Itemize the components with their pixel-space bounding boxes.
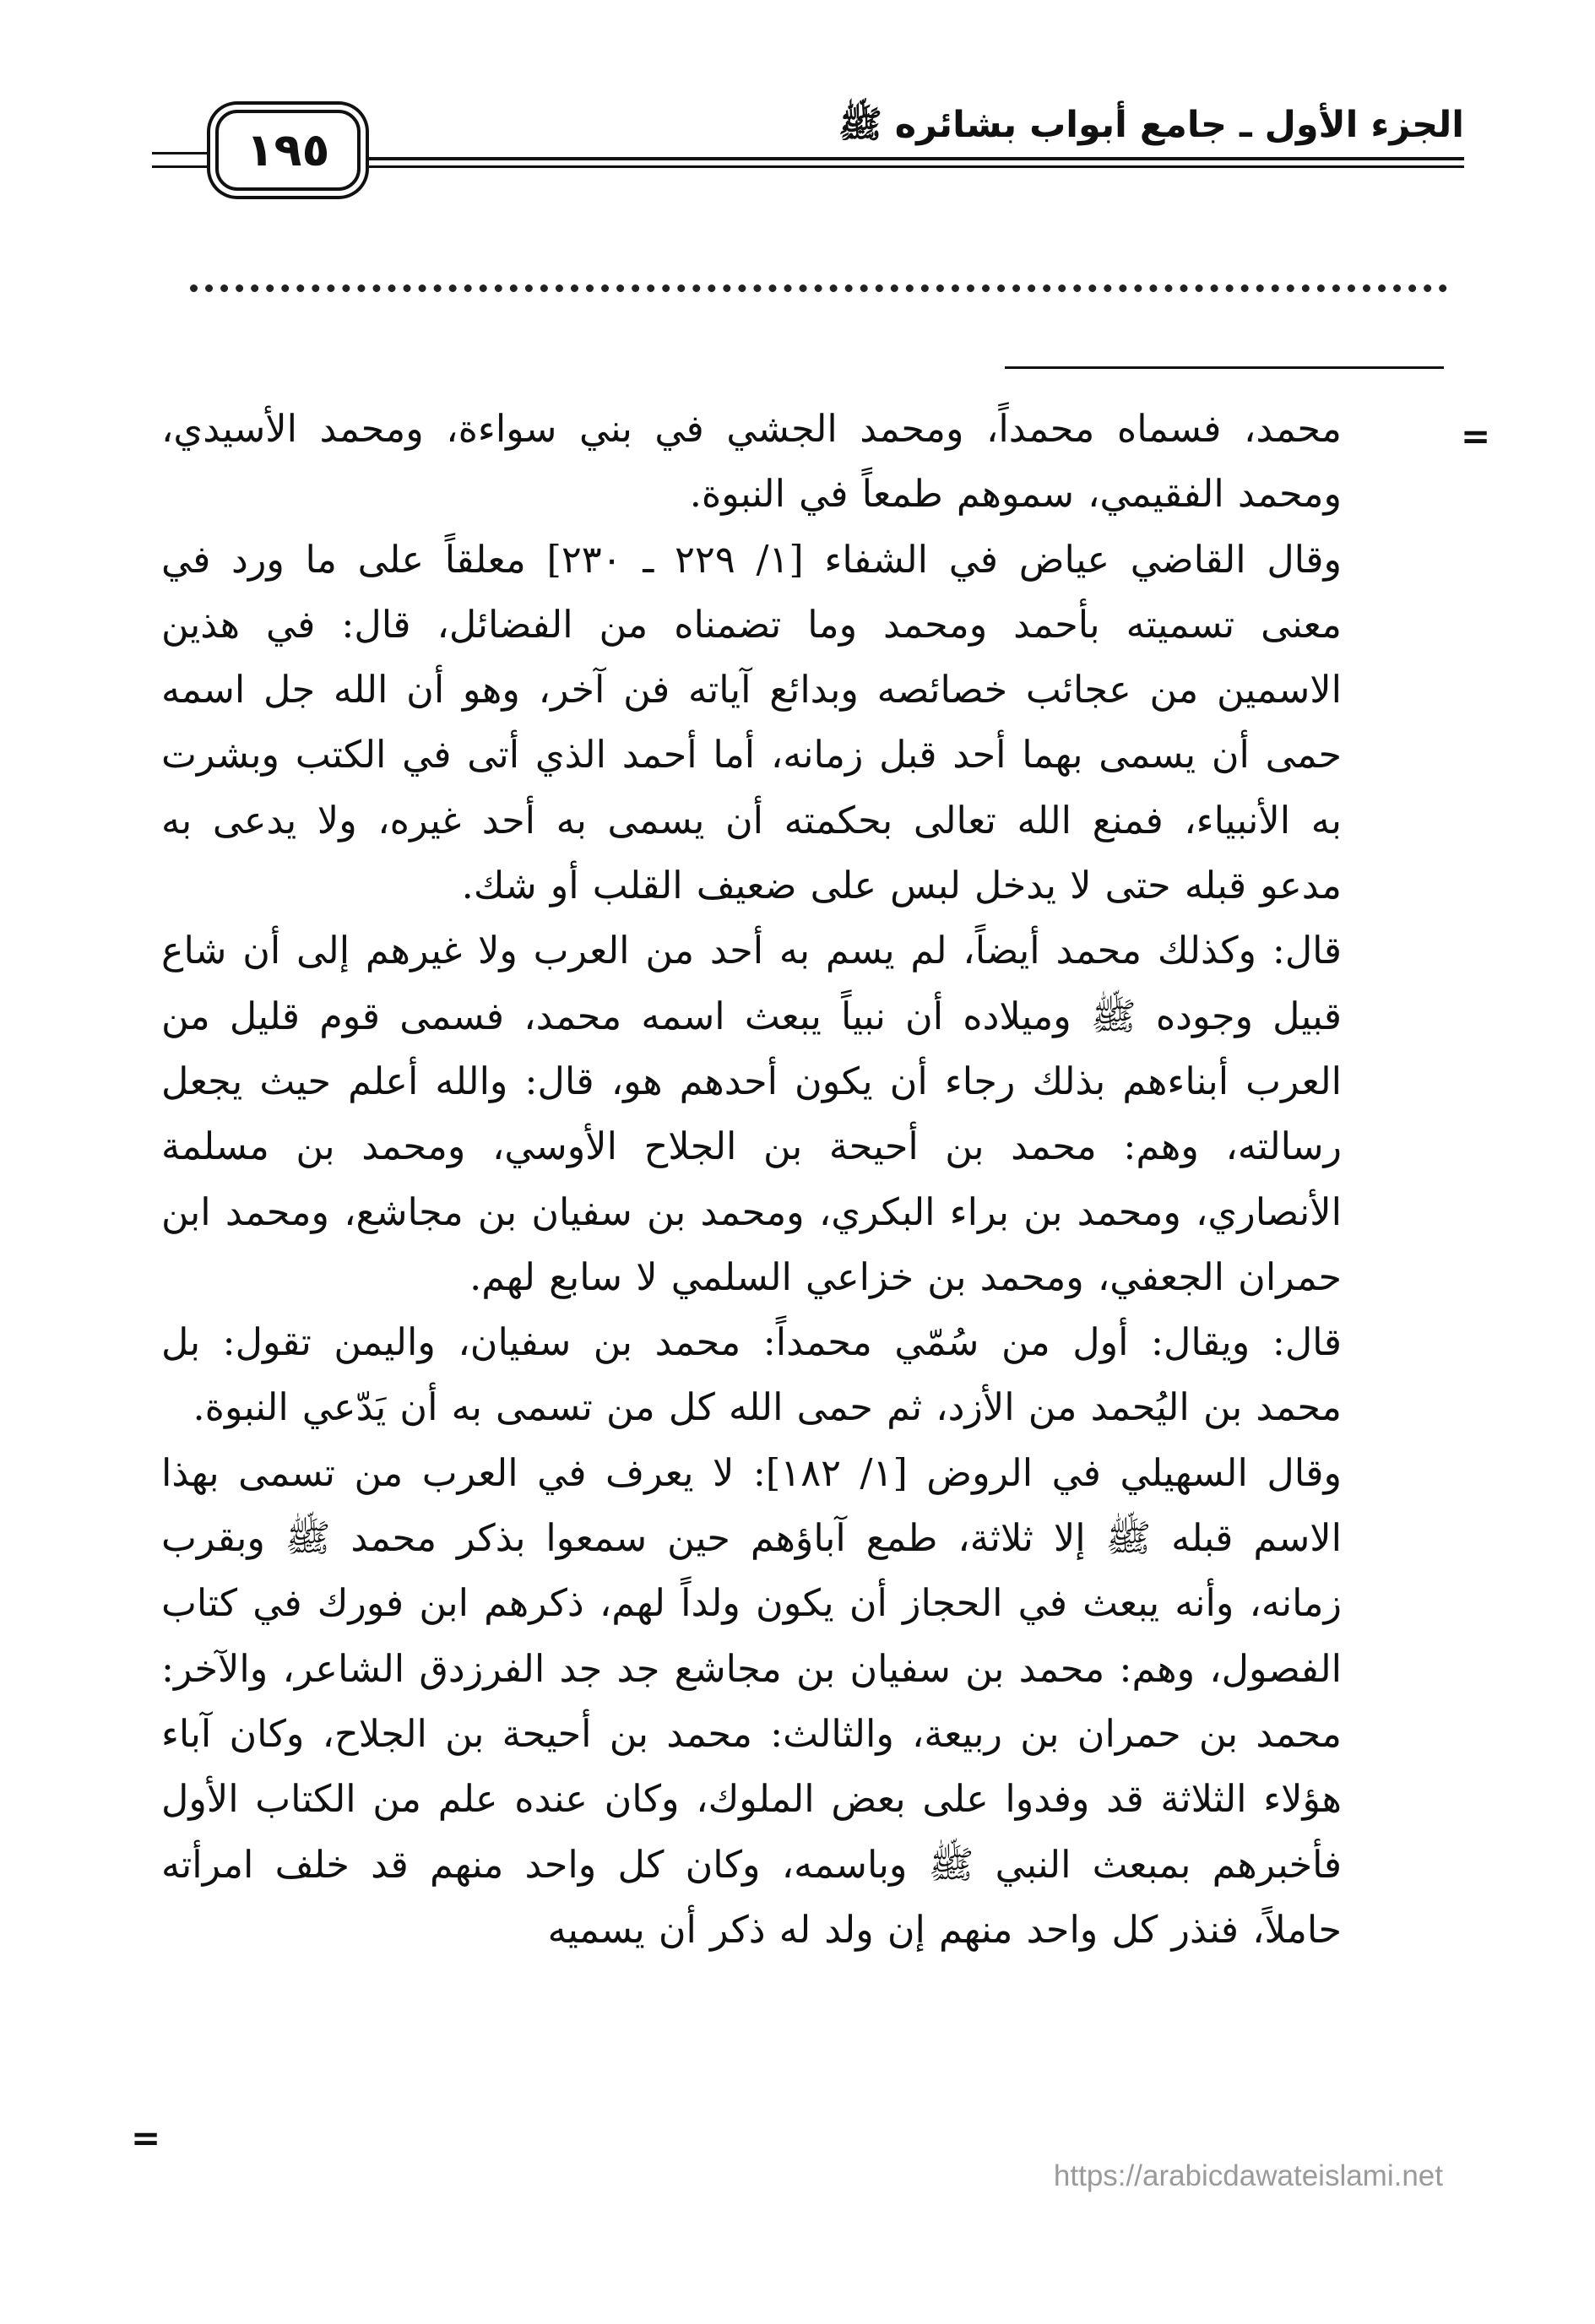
- footnote-divider: [1005, 366, 1444, 369]
- header-rule-left-top: [152, 152, 220, 154]
- footnote-paragraph: قال: وكذلك محمد أيضاً، لم يسم به أحد من العرب ولا غيرهم إلى أن شاع قبيل وجوده ﷺ وميلاده أن نبياً يبعث اسمه محمد، فسمى قوم قليل من العرب أبناءهم بذلك رجاء أن يكون أحدهم هو، قال: والله أعلم حيث يجعل رسالته، وهم: محمد بن أحيحة بن الجلاح الأوسي، ومحمد بن مسلمة الأنصاري، ومحمد بن براء البكري، ومحمد بن سفيان بن مجاشع، ومحمد ابن حمران الجعفي، ومحمد بن خزاعي السلمي لا سابع لهم.: [161, 929, 1342, 1299]
- continuation-mark-end: =: [131, 2117, 161, 2159]
- footnote-paragraph: محمد، فسماه محمداً، ومحمد الجشي في بني سواءة، ومحمد الأسيدي، ومحمد الفقيمي، سموهم طمعاً في النبوة.: [161, 408, 1342, 517]
- footnote-paragraph: وقال السهيلي في الروض [١/ ١٨٢]: لا يعرف في العرب من تسمى بهذا الاسم قبله ﷺ إلا ثلاثة، طمع آباؤهم حين سمعوا بذكر محمد ﷺ وبقرب زمانه، وأنه يبعث في الحجاز أن يكون ولداً لهم، ذكرهم ابن فورك في كتاب الفصول، وهم: محمد بن سفيان بن مجاشع جد جد الفرزدق الشاعر، والآخر: محمد بن حمران بن ربيعة، والثالث: محمد بن أحيحة بن الجلاح، وكان آباء هؤلاء الثلاثة قد وفدوا على بعض الملوك، وكان عنده علم من الكتاب الأول فأخبرهم بمبعث النبي ﷺ وباسمه، وكان كل واحد منهم قد خلف امرأته حاملاً، فنذر كل واحد منهم إن ولد له ذكر أن يسميه: [161, 1451, 1343, 1952]
- page-number: ١٩٥: [246, 123, 330, 176]
- footnote-paragraph: قال: ويقال: أول من سُمّي محمداً: محمد بن سفيان، واليمن تقول: بل محمد بن اليُحمد من الأزد، ثم حمى الله كل من تسمى به أن يَدّعي النبوة.: [161, 1321, 1342, 1430]
- footnote-paragraph: وقال القاضي عياض في الشفاء [١/ ٢٢٩ ـ ٢٣٠] معلقاً على ما ورد في معنى تسميته بأحمد ومحمد وما تضمناه من الفضائل، قال: في هذين الاسمين من عجائب خصائصه وبدائع آياته فن آخر، وهو أن الله جل اسمه حمى أن يسمى بهما أحد قبل زمانه، أما أحمد الذي أتى في الكتب وبشرت به الأنبياء، فمنع الله تعالى بحكمته أن يسمى به أحد غيره، ولا يدعى به مدعو قبله حتى لا يدخل لبس على ضعيف القلب أو شك.: [161, 538, 1343, 908]
- page-header: [0, 0, 1595, 219]
- running-title: الجزء الأول ـ جامع أبواب بشائره ﷺ: [838, 104, 1464, 146]
- watermark-url: https://arabicdawateislami.net: [1053, 2159, 1443, 2192]
- header-rule-top: [215, 157, 1464, 160]
- footnote-text: [161, 397, 1342, 1963]
- continuation-mark-start: =: [1461, 415, 1491, 457]
- dotted-separator: [190, 275, 1447, 292]
- page-number-frame: [215, 110, 361, 191]
